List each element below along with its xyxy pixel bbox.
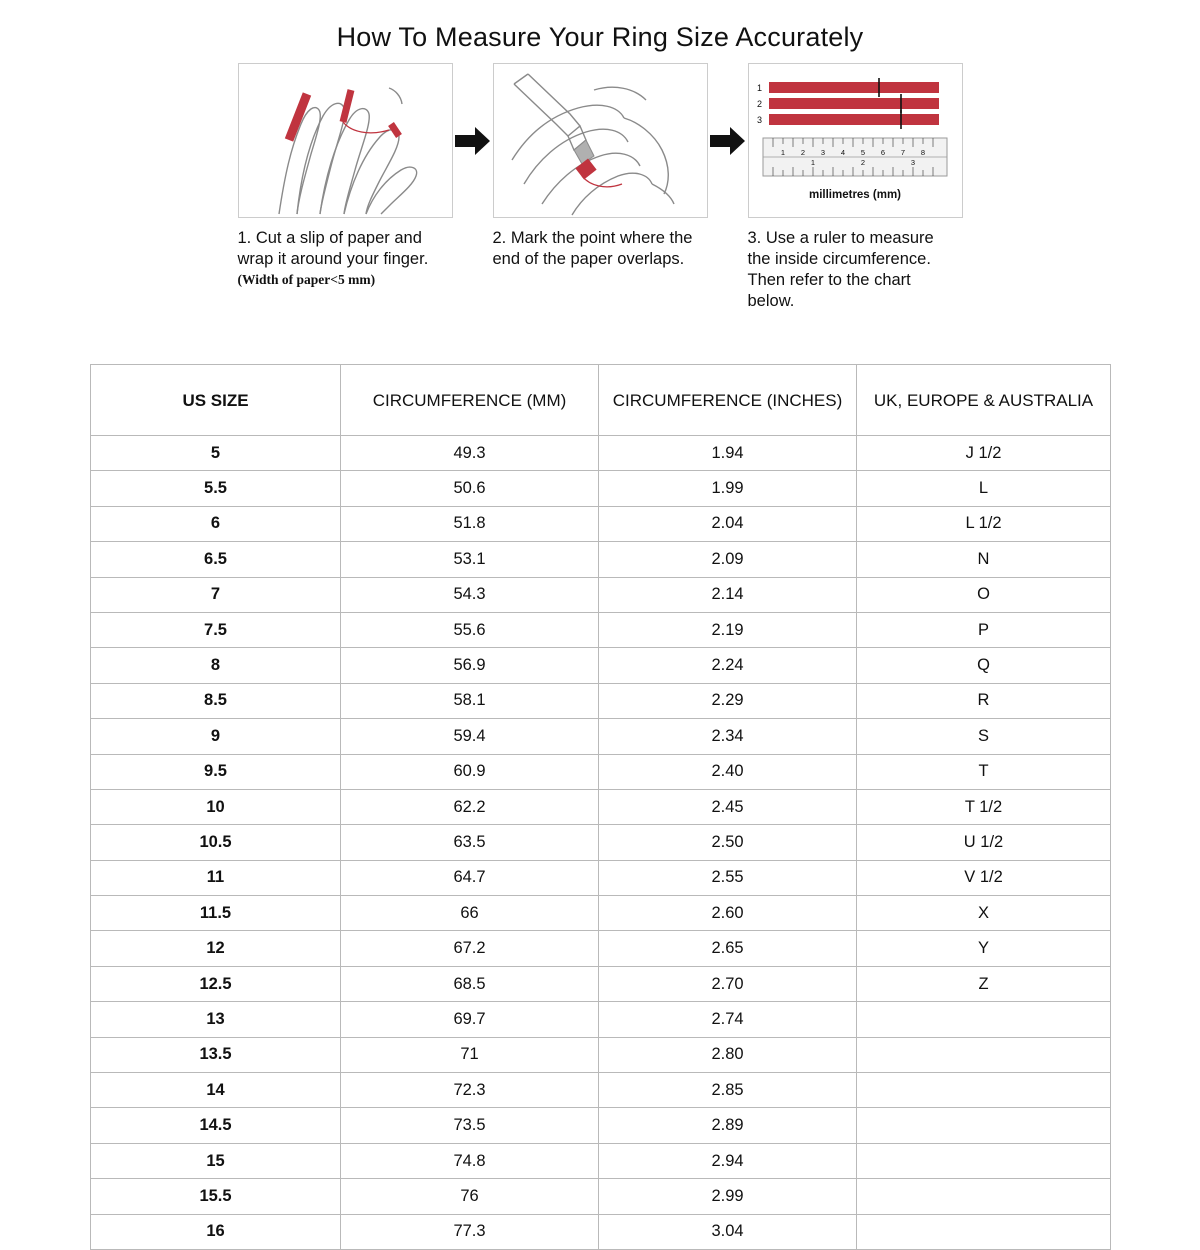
ring-size-table-wrap bbox=[90, 364, 1110, 1250]
cell-circumference-inches: 2.40 bbox=[599, 754, 857, 789]
cell-us-size: 7 bbox=[91, 577, 341, 612]
svg-text:2: 2 bbox=[800, 148, 805, 157]
step-1 bbox=[238, 63, 453, 288]
cell-uk-europe-australia bbox=[857, 1143, 1111, 1178]
cell-circumference-mm: 49.3 bbox=[341, 436, 599, 471]
cell-us-size: 8.5 bbox=[91, 683, 341, 718]
cell-circumference-inches: 2.14 bbox=[599, 577, 857, 612]
cell-circumference-inches: 2.89 bbox=[599, 1108, 857, 1143]
svg-text:3: 3 bbox=[820, 148, 825, 157]
cell-uk-europe-australia: P bbox=[857, 612, 1111, 647]
cell-us-size: 6 bbox=[91, 506, 341, 541]
step-2-svg bbox=[494, 64, 707, 217]
step-1-svg bbox=[239, 64, 452, 217]
cell-circumference-mm: 53.1 bbox=[341, 542, 599, 577]
svg-text:8: 8 bbox=[920, 148, 925, 157]
table-row bbox=[91, 825, 1111, 860]
cell-us-size: 8 bbox=[91, 648, 341, 683]
table-row bbox=[91, 471, 1111, 506]
cell-circumference-inches: 1.99 bbox=[599, 471, 857, 506]
table-head bbox=[91, 365, 1111, 436]
hand-with-paper-slip-illustration bbox=[238, 63, 453, 218]
cell-us-size: 12.5 bbox=[91, 966, 341, 1001]
arrow-2-wrap bbox=[708, 63, 748, 218]
cell-circumference-inches: 2.60 bbox=[599, 896, 857, 931]
cell-uk-europe-australia: T bbox=[857, 754, 1111, 789]
cell-circumference-inches: 2.74 bbox=[599, 1002, 857, 1037]
cell-circumference-mm: 59.4 bbox=[341, 719, 599, 754]
table-row bbox=[91, 648, 1111, 683]
cell-us-size: 5 bbox=[91, 436, 341, 471]
cell-uk-europe-australia: L 1/2 bbox=[857, 506, 1111, 541]
cell-circumference-inches: 2.45 bbox=[599, 789, 857, 824]
cell-circumference-mm: 71 bbox=[341, 1037, 599, 1072]
cell-uk-europe-australia bbox=[857, 1179, 1111, 1214]
svg-text:1: 1 bbox=[756, 83, 762, 93]
cell-us-size: 7.5 bbox=[91, 612, 341, 647]
svg-text:7: 7 bbox=[900, 148, 905, 157]
table-row bbox=[91, 719, 1111, 754]
svg-text:2: 2 bbox=[756, 99, 762, 109]
cell-us-size: 10 bbox=[91, 789, 341, 824]
table-row bbox=[91, 1214, 1111, 1249]
cell-us-size: 9 bbox=[91, 719, 341, 754]
table-row bbox=[91, 577, 1111, 612]
cell-circumference-inches: 2.85 bbox=[599, 1073, 857, 1108]
table-row bbox=[91, 789, 1111, 824]
cell-circumference-inches: 2.29 bbox=[599, 683, 857, 718]
arrow-right-icon bbox=[455, 126, 491, 156]
step-2-caption: 2. Mark the point where the end of the paper overlaps. bbox=[492, 229, 693, 268]
step-1-caption: 1. Cut a slip of paper and wrap it around your finger. bbox=[237, 229, 429, 268]
col-header-circumference-mm: CIRCUMFERENCE (MM) bbox=[341, 365, 599, 436]
cell-us-size: 6.5 bbox=[91, 542, 341, 577]
cell-circumference-mm: 74.8 bbox=[341, 1143, 599, 1178]
cell-circumference-mm: 54.3 bbox=[341, 577, 599, 612]
cell-uk-europe-australia bbox=[857, 1214, 1111, 1249]
cell-circumference-inches: 2.99 bbox=[599, 1179, 857, 1214]
table-row bbox=[91, 1108, 1111, 1143]
cell-circumference-mm: 63.5 bbox=[341, 825, 599, 860]
cell-uk-europe-australia: X bbox=[857, 896, 1111, 931]
cell-us-size: 10.5 bbox=[91, 825, 341, 860]
table-row bbox=[91, 1037, 1111, 1072]
cell-uk-europe-australia: L bbox=[857, 471, 1111, 506]
step-3-caption: 3. Use a ruler to measure the inside circumference. Then refer to the chart below. bbox=[747, 229, 934, 310]
cell-uk-europe-australia: J 1/2 bbox=[857, 436, 1111, 471]
table-row bbox=[91, 931, 1111, 966]
cell-uk-europe-australia bbox=[857, 1037, 1111, 1072]
cell-us-size: 14 bbox=[91, 1073, 341, 1108]
table-header-row bbox=[91, 365, 1111, 436]
table-row bbox=[91, 896, 1111, 931]
table-row bbox=[91, 1179, 1111, 1214]
cell-us-size: 15 bbox=[91, 1143, 341, 1178]
ring-size-guide-page bbox=[0, 22, 1200, 1241]
cell-circumference-inches: 2.65 bbox=[599, 931, 857, 966]
cell-circumference-inches: 2.94 bbox=[599, 1143, 857, 1178]
cell-circumference-inches: 2.09 bbox=[599, 542, 857, 577]
cell-us-size: 16 bbox=[91, 1214, 341, 1249]
svg-text:millimetres (mm): millimetres (mm) bbox=[808, 189, 901, 201]
svg-text:1: 1 bbox=[810, 158, 815, 167]
cell-circumference-mm: 64.7 bbox=[341, 860, 599, 895]
col-header-uk-europe-australia: UK, EUROPE & AUSTRALIA bbox=[857, 365, 1111, 436]
svg-text:3: 3 bbox=[910, 158, 915, 167]
cell-uk-europe-australia: O bbox=[857, 577, 1111, 612]
table-row bbox=[91, 612, 1111, 647]
cell-uk-europe-australia bbox=[857, 1073, 1111, 1108]
cell-uk-europe-australia: V 1/2 bbox=[857, 860, 1111, 895]
table-row bbox=[91, 506, 1111, 541]
svg-text:5: 5 bbox=[860, 148, 865, 157]
cell-uk-europe-australia: R bbox=[857, 683, 1111, 718]
cell-circumference-mm: 73.5 bbox=[341, 1108, 599, 1143]
table-row bbox=[91, 1143, 1111, 1178]
cell-us-size: 14.5 bbox=[91, 1108, 341, 1143]
cell-uk-europe-australia bbox=[857, 1108, 1111, 1143]
cell-circumference-mm: 62.2 bbox=[341, 789, 599, 824]
cell-circumference-mm: 76 bbox=[341, 1179, 599, 1214]
cell-circumference-mm: 67.2 bbox=[341, 931, 599, 966]
table-row bbox=[91, 542, 1111, 577]
cell-us-size: 13 bbox=[91, 1002, 341, 1037]
table-row bbox=[91, 1002, 1111, 1037]
cell-circumference-mm: 50.6 bbox=[341, 471, 599, 506]
col-header-us-size: US SIZE bbox=[91, 365, 341, 436]
cell-circumference-mm: 51.8 bbox=[341, 506, 599, 541]
svg-text:6: 6 bbox=[880, 148, 885, 157]
cell-circumference-mm: 55.6 bbox=[341, 612, 599, 647]
cell-circumference-inches: 2.80 bbox=[599, 1037, 857, 1072]
cell-us-size: 9.5 bbox=[91, 754, 341, 789]
svg-text:2: 2 bbox=[860, 158, 865, 167]
cell-uk-europe-australia: Q bbox=[857, 648, 1111, 683]
table-row bbox=[91, 860, 1111, 895]
table-body bbox=[91, 436, 1111, 1250]
svg-text:1: 1 bbox=[780, 148, 785, 157]
cell-us-size: 13.5 bbox=[91, 1037, 341, 1072]
ring-size-table bbox=[90, 364, 1111, 1250]
cell-circumference-inches: 2.24 bbox=[599, 648, 857, 683]
cell-circumference-inches: 3.04 bbox=[599, 1214, 857, 1249]
table-row bbox=[91, 754, 1111, 789]
arrow-1-wrap bbox=[453, 63, 493, 218]
cell-uk-europe-australia: N bbox=[857, 542, 1111, 577]
cell-circumference-mm: 66 bbox=[341, 896, 599, 931]
cell-circumference-mm: 58.1 bbox=[341, 683, 599, 718]
svg-text:3: 3 bbox=[756, 115, 762, 125]
cell-circumference-mm: 72.3 bbox=[341, 1073, 599, 1108]
cell-circumference-mm: 60.9 bbox=[341, 754, 599, 789]
table-row bbox=[91, 683, 1111, 718]
cell-circumference-inches: 1.94 bbox=[599, 436, 857, 471]
cell-circumference-mm: 77.3 bbox=[341, 1214, 599, 1249]
cell-us-size: 11.5 bbox=[91, 896, 341, 931]
cell-circumference-mm: 68.5 bbox=[341, 966, 599, 1001]
ruler-measuring-paper-strips-illustration bbox=[748, 63, 963, 218]
table-row bbox=[91, 966, 1111, 1001]
cell-uk-europe-australia: Y bbox=[857, 931, 1111, 966]
step-3 bbox=[748, 63, 963, 314]
cell-circumference-mm: 69.7 bbox=[341, 1002, 599, 1037]
cell-circumference-inches: 2.55 bbox=[599, 860, 857, 895]
cell-circumference-inches: 2.50 bbox=[599, 825, 857, 860]
cell-us-size: 11 bbox=[91, 860, 341, 895]
cell-uk-europe-australia: S bbox=[857, 719, 1111, 754]
cell-uk-europe-australia bbox=[857, 1002, 1111, 1037]
col-header-circumference-inches: CIRCUMFERENCE (INCHES) bbox=[599, 365, 857, 436]
table-row bbox=[91, 436, 1111, 471]
table-row bbox=[91, 1073, 1111, 1108]
cell-uk-europe-australia: Z bbox=[857, 966, 1111, 1001]
step-2 bbox=[493, 63, 708, 272]
cell-us-size: 15.5 bbox=[91, 1179, 341, 1214]
page-title: How To Measure Your Ring Size Accurately bbox=[336, 22, 864, 52]
cell-us-size: 5.5 bbox=[91, 471, 341, 506]
hand-marking-paper-with-pen-illustration bbox=[493, 63, 708, 218]
cell-circumference-mm: 56.9 bbox=[341, 648, 599, 683]
cell-uk-europe-australia: U 1/2 bbox=[857, 825, 1111, 860]
cell-circumference-inches: 2.19 bbox=[599, 612, 857, 647]
cell-uk-europe-australia: T 1/2 bbox=[857, 789, 1111, 824]
steps-row bbox=[0, 63, 1200, 314]
cell-circumference-inches: 2.34 bbox=[599, 719, 857, 754]
arrow-right-icon bbox=[710, 126, 746, 156]
step-3-svg bbox=[749, 64, 962, 217]
cell-circumference-inches: 2.70 bbox=[599, 966, 857, 1001]
svg-text:4: 4 bbox=[840, 148, 845, 157]
step-1-subcaption: (Width of paper<5 mm) bbox=[237, 272, 376, 287]
cell-us-size: 12 bbox=[91, 931, 341, 966]
cell-circumference-inches: 2.04 bbox=[599, 506, 857, 541]
